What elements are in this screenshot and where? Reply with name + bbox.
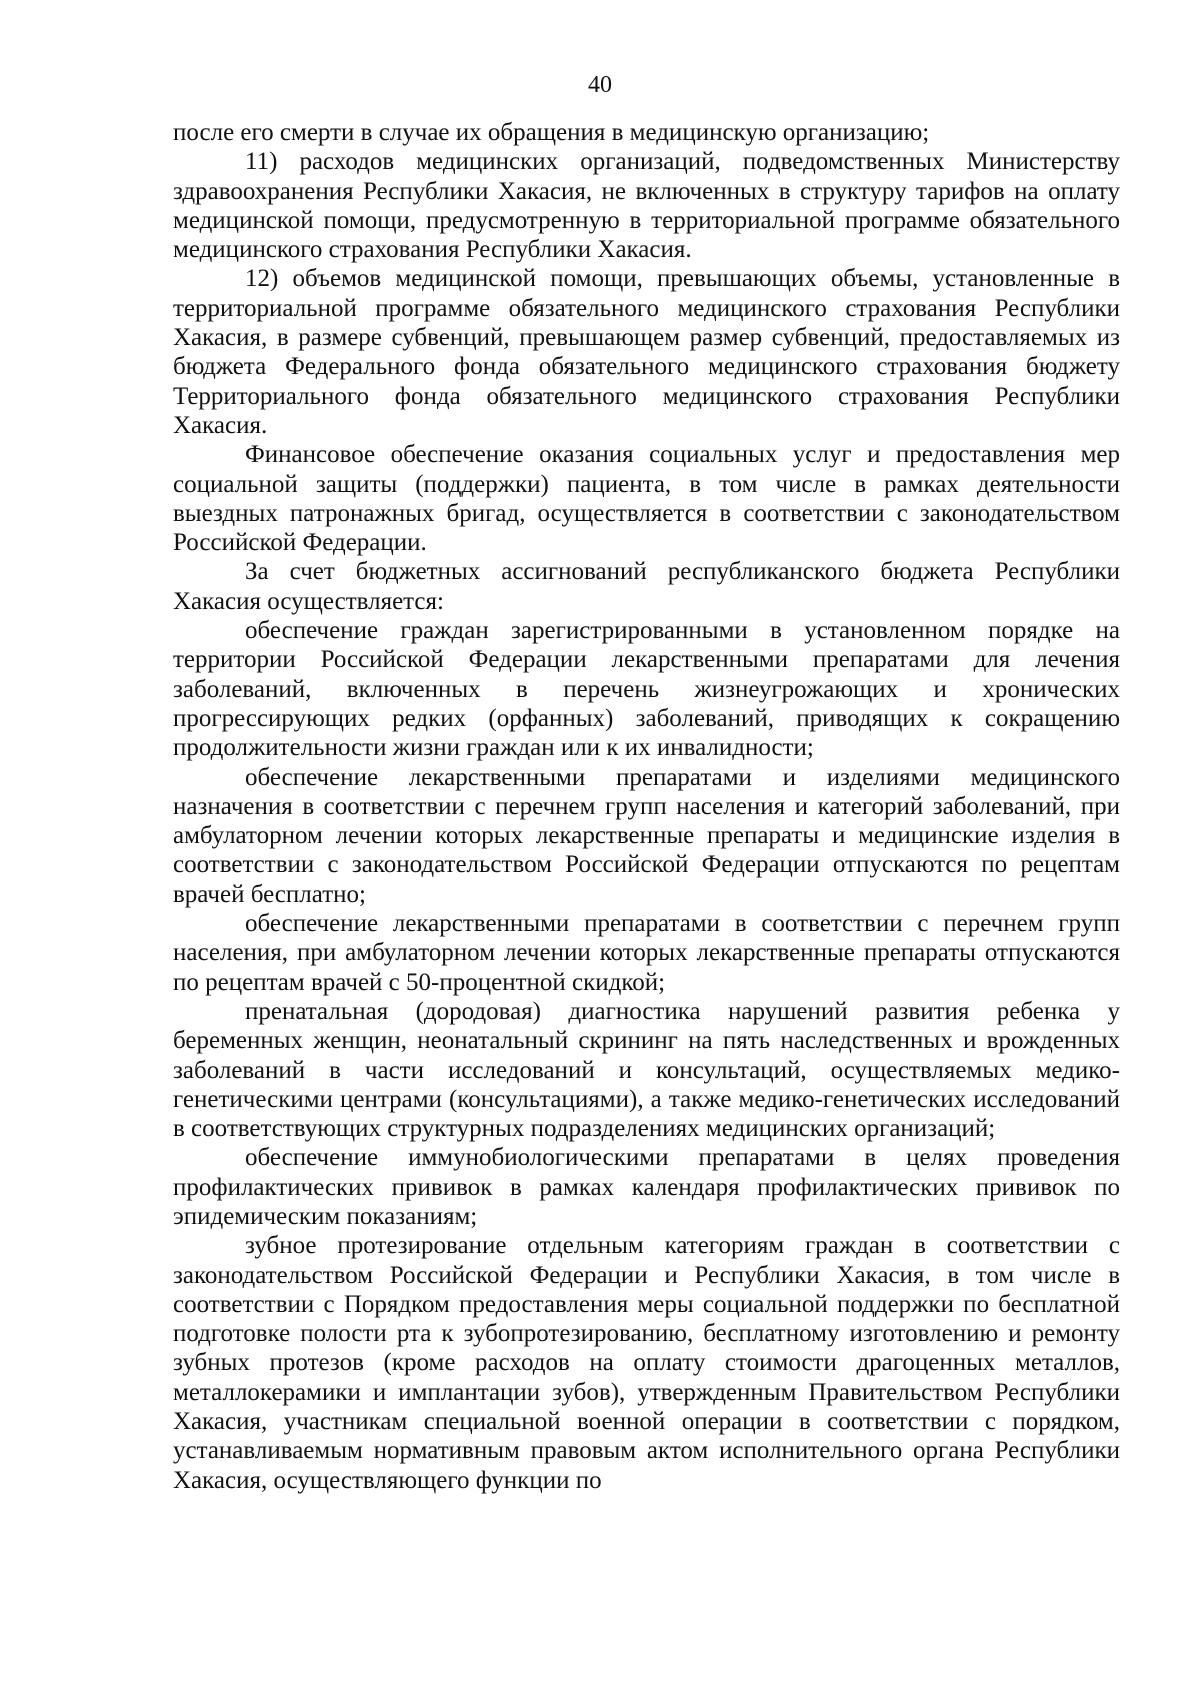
paragraph-item-11: 11) расходов медицинских организаций, подведомственных Министерству здравоохранения Республики Хакасия, не включенных в структуру тарифов на оплату медицинской помощи, предусмотренную в территориальной программе обязательного медицинского страхования Республики Хакасия.: [173, 148, 1120, 264]
paragraph-orphan-drugs: обеспечение граждан зарегистрированными в установленном порядке на территории Российской Федерации лекарственными препаратами для лечения заболеваний, включенных в перечень жизнеугрожающих и хронических прогрессирующих редких (орфанных) заболеваний, приводящих к сокращению продолжительности жизни граждан или к их инвалидности;: [173, 617, 1120, 762]
paragraph-budget-intro: За счет бюджетных ассигнований республиканского бюджета Республики Хакасия осуществляется:: [173, 558, 1120, 615]
paragraph-social-services: Финансовое обеспечение оказания социальных услуг и предоставления мер социальной защиты (поддержки) пациента, в том числе в рамках деятельности выездных патронажных бригад, осуществляется в соответствии с законодательством Российской Федерации.: [173, 441, 1120, 557]
paragraph-discount-prescriptions: обеспечение лекарственными препаратами в соответствии с перечнем групп населения, при амбулаторном лечении которых лекарственные препараты отпускаются по рецептам врачей с 50-процентной скидкой;: [173, 910, 1120, 996]
paragraph-dental-prosthetics: зубное протезирование отдельным категориям граждан в соответствии с законодательством Российской Федерации и Республики Хакасия, в том числе в соответствии с Порядком предоставления меры социальной поддержки по бесплатной подготовке полости рта к зубопротезированию, бесплатному изготовлению и ремонту зубных протезов (кроме расходов на оплату стоимости драгоценных металлов, металлокерамики и имплантации зубов), утвержденным Правительством Республики Хакасия, участникам специальной военной операции в соответствии с порядком, устанавливаемым нормативным правовым актом исполнительного органа Республики Хакасия, осуществляющего функции по: [173, 1232, 1120, 1494]
paragraph-immunization: обеспечение иммунобиологическими препаратами в целях проведения профилактических прививок в рамках календаря профилактических прививок по эпидемическим показаниям;: [173, 1144, 1120, 1230]
paragraph-free-prescriptions: обеспечение лекарственными препаратами и изделиями медицинского назначения в соответствии с перечнем групп населения и категорий заболеваний, при амбулаторном лечении которых лекарственные препараты и медицинские изделия в соответствии с законодательством Российской Федерации отпускаются по рецептам врачей бесплатно;: [173, 763, 1120, 908]
paragraph-prenatal-diagnostics: пренатальная (дородовая) диагностика нарушений развития ребенка у беременных женщин, неонатальный скрининг на пять наследственных и врожденных заболеваний в части исследований и консультаций, осуществляемых медико-генетическими центрами (консультациями), а также медико-генетических исследований в соответствующих структурных подразделениях медицинских организаций;: [173, 997, 1120, 1143]
document-body: [173, 118, 1120, 1495]
paragraph-item-12: 12) объемов медицинской помощи, превышающих объемы, установленные в территориальной программе обязательного медицинского страхования Республики Хакасия, в размере субвенций, превышающем размер субвенций, предоставляемых из бюджета Федерального фонда обязательного медицинского страхования бюджету Территориального фонда обязательного медицинского страхования Республики Хакасия.: [173, 265, 1120, 439]
paragraph-continuation: после его смерти в случае их обращения в медицинскую организацию;: [173, 119, 930, 146]
page-number: 40: [588, 72, 612, 98]
